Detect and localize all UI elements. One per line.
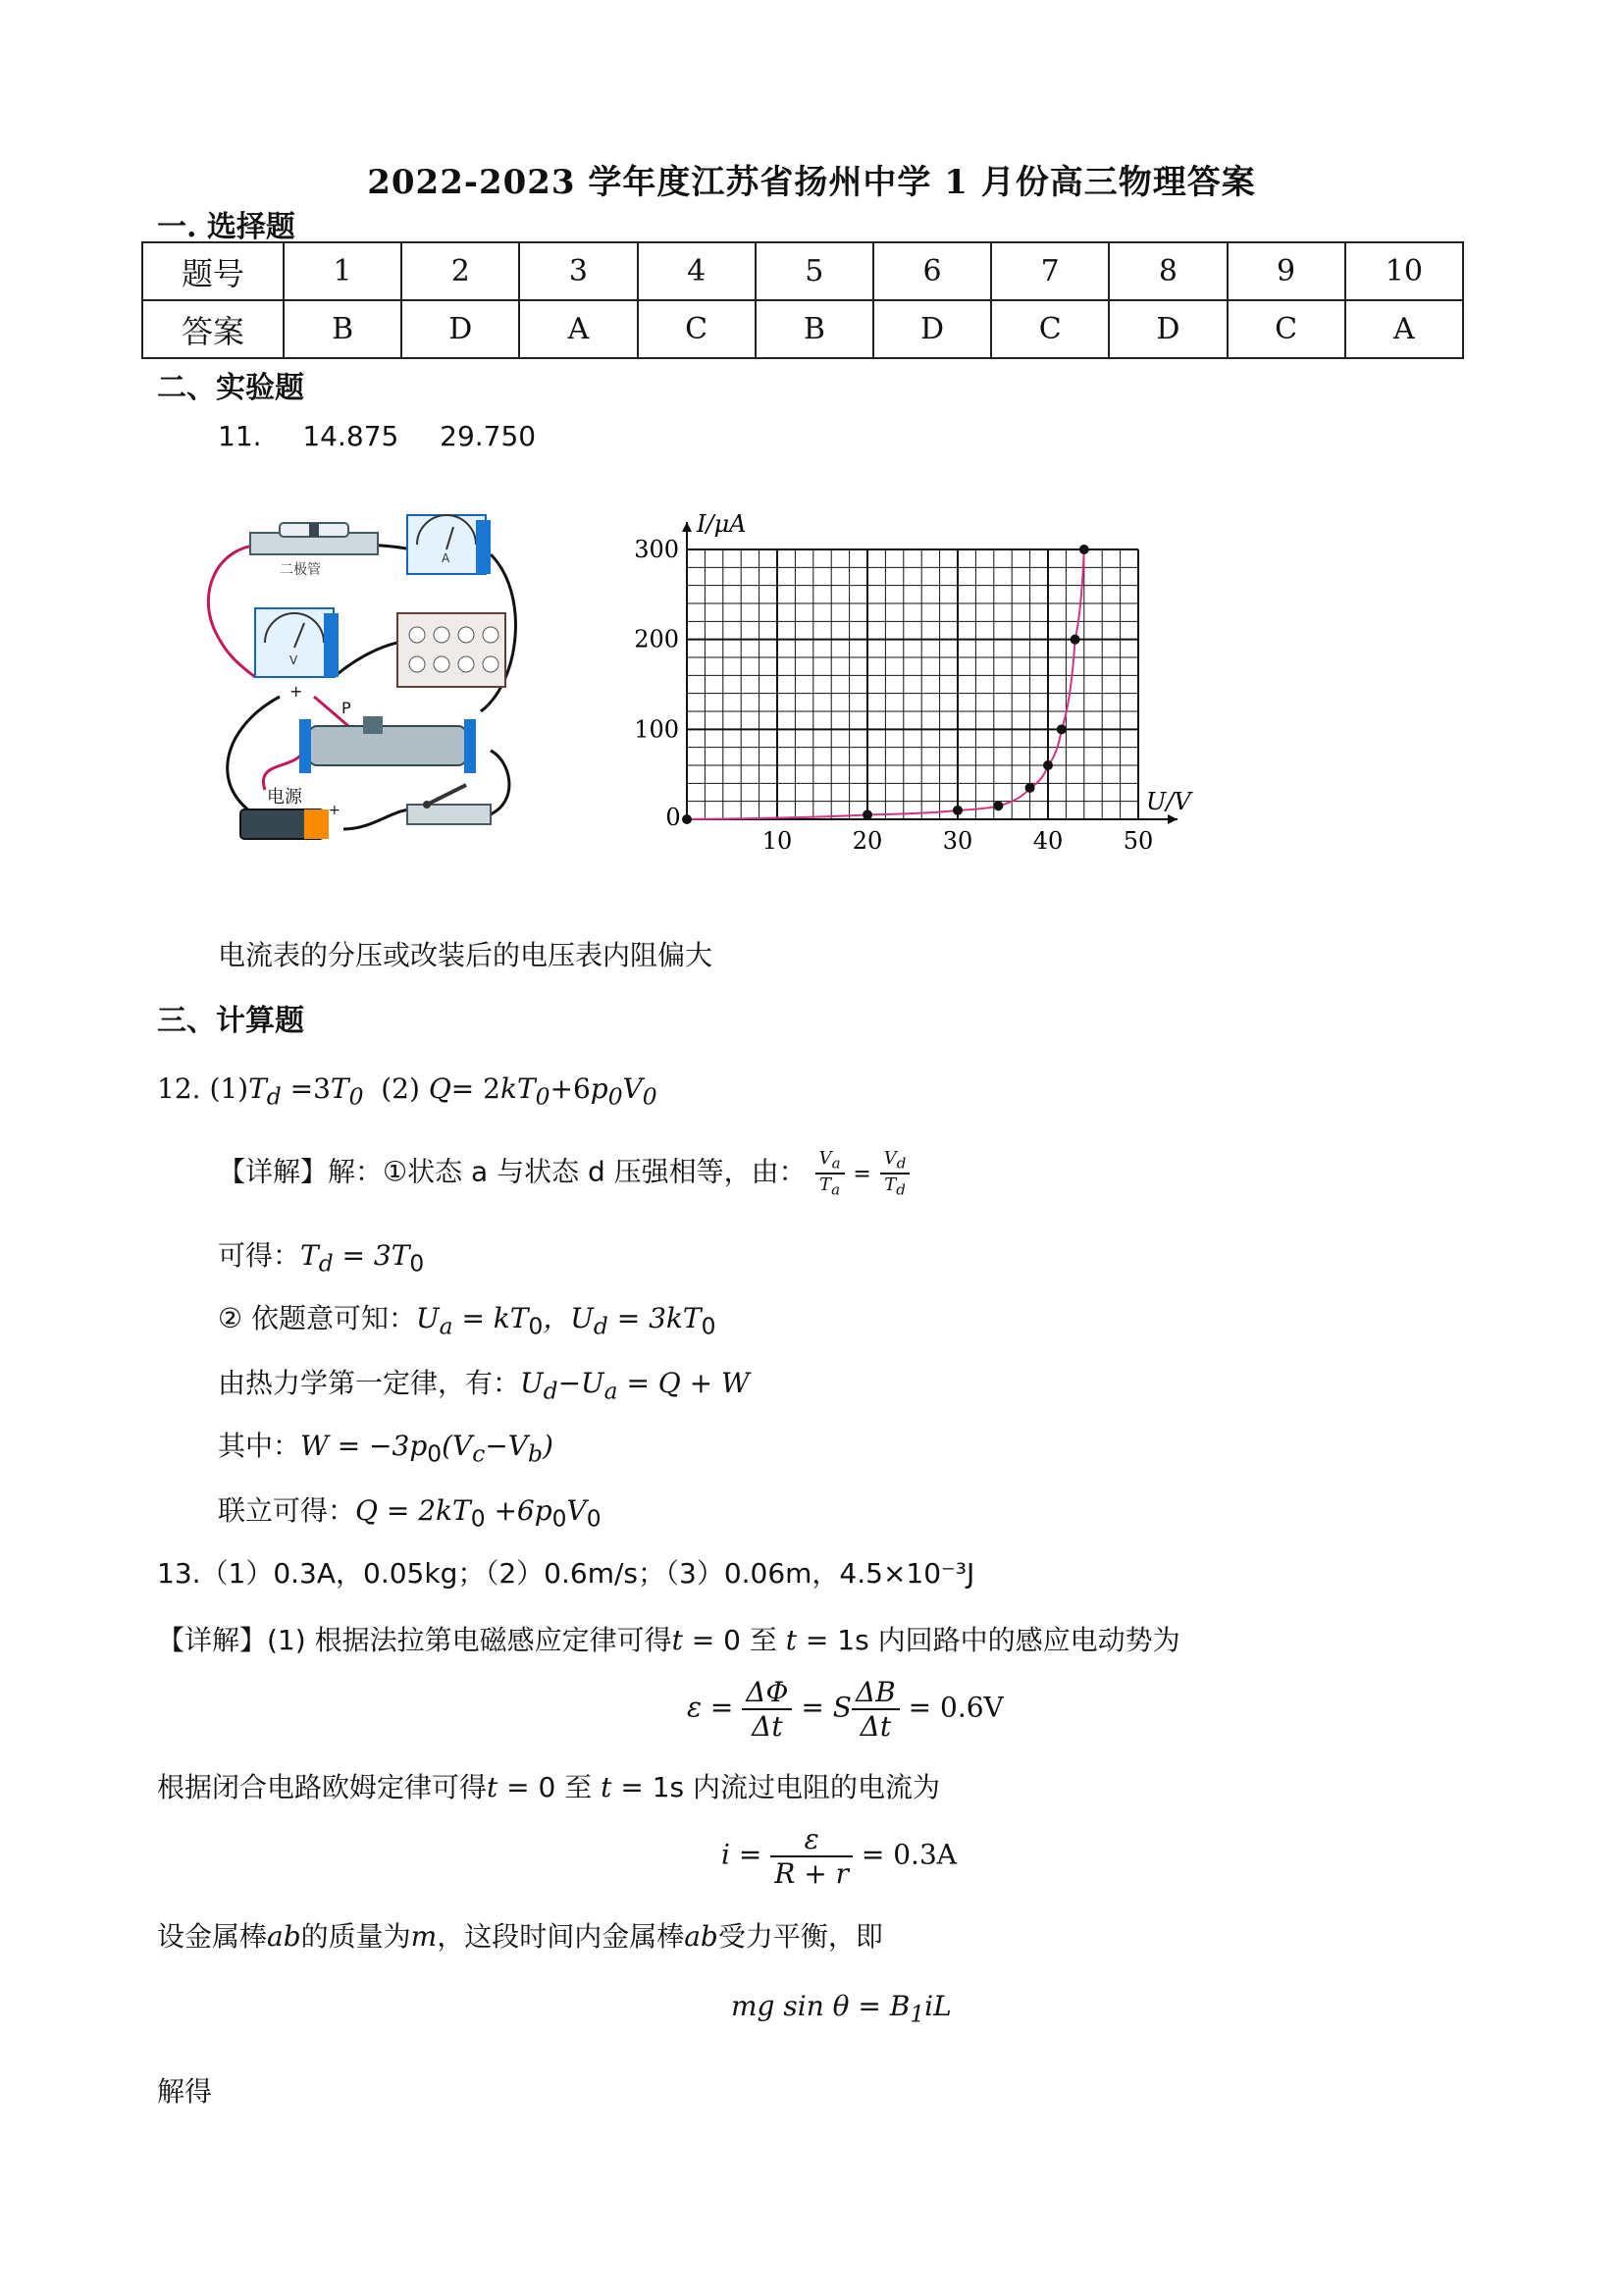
table-cell: 2 [401,242,519,300]
diode-component [250,523,378,578]
eq-part: W = −3p [300,1430,428,1462]
resistance-box-component [397,613,505,687]
eq-part: ab [267,1920,301,1953]
ammeter-label: A [442,551,450,565]
eq-part: d [593,1312,608,1340]
frac-part: ΔB [852,1676,900,1710]
frac-part: ΔΦ [742,1676,792,1710]
data-point [1025,783,1035,793]
table-cell: D [873,300,991,358]
q12-part: V [622,1072,643,1105]
detail-text: 解：①状态 a 与状态 d 压强相等，由： [328,1155,807,1188]
wire [491,751,509,814]
q12-part: (1) [209,1072,249,1105]
eq-part: ε = [687,1691,734,1724]
ammeter-component [407,515,491,574]
frac-part: T [819,1174,832,1195]
q12-detail-line-a: 【详解】解：①状态 a 与状态 d 压强相等，由： $\frac{V_a}{T_a}$ = $\frac{V_d}{T_d}$ [218,1148,910,1198]
x-tick-label: 10 [761,827,793,855]
battery-plus-label: + [329,803,340,818]
eq-part: d [318,1249,334,1278]
q12-detail-line-f [218,1489,602,1533]
eq-part: t [601,1771,612,1803]
q12-part: p [590,1072,608,1105]
eq-part: m [410,1920,438,1953]
q13-final-label: 解得 [157,2075,213,2108]
x-tick-label: 40 [1032,827,1064,855]
x-tick-label: 0 [665,804,681,831]
eq-part: ab [684,1920,718,1953]
eq-part: Q = 2kT [355,1494,471,1527]
eq-part: 0 [528,1312,544,1340]
data-point [993,801,1003,810]
frac-part: R + r [774,1857,849,1890]
q13-detail-line-2 [157,1766,940,1805]
eq-part: d [543,1377,558,1405]
header-label: 题号 [142,242,284,300]
table-cell: 4 [638,242,756,300]
table-cell: 1 [284,242,401,300]
wire [263,751,304,790]
table-cell: 9 [1228,242,1345,300]
detail-text: 的质量为 [300,1920,411,1953]
y-tick-label: 200 [634,625,679,653]
detail-text: 【详解】(1) 根据法拉第电磁感应定律可得 [157,1624,672,1656]
q13-detail-line-1 [157,1619,1180,1658]
frac-part: a [831,1180,841,1199]
eq-part: 0 [409,1249,425,1278]
battery-component [240,787,340,839]
eq-part: c [472,1439,486,1468]
q12-detail-line-e [218,1425,553,1468]
data-point [1043,760,1053,770]
data-point [1057,724,1067,734]
eq-part: iL [924,1990,952,2022]
detail-text: ，这段时间内金属棒 [437,1920,685,1953]
eq-part: 0 [551,1504,567,1533]
q12-part: 0 [535,1082,550,1111]
eq-part: b [528,1439,543,1468]
q13-summary: 13.（1）0.3A，0.05kg；（2）0.6m/s；（3）0.06m，4.5×10⁻³J [157,1557,975,1590]
y-axis-arrow [682,522,692,532]
y-axis-label: I/μA [697,510,747,538]
q13-equation-2 [721,1823,957,1890]
section-experiment-heading: 二、实验题 [157,371,304,405]
eq-part: V [566,1494,587,1527]
frac-part: Δt [860,1710,892,1743]
detail-text: 由热力学第一定律，有： [218,1367,521,1399]
q12-part: (2) [363,1072,429,1105]
fraction-dphi-dt [742,1676,792,1743]
q11-answer-line [218,420,536,452]
iu-chart [628,496,1217,868]
eq-part: ，U [543,1302,594,1334]
q12-part: T [330,1072,349,1105]
detail-text: ② 依题意可知： [218,1302,417,1334]
detail-tag: 【详解】 [218,1155,329,1188]
q12-part: +6 [550,1072,591,1105]
q12-part: Q [428,1072,451,1105]
eq-part: T [300,1239,319,1272]
q13-detail-line-3 [157,1915,883,1955]
eq-part: U [520,1367,544,1399]
eq-part: = 3T [333,1239,410,1272]
table-cell: D [1109,300,1227,358]
q12-part: 0 [348,1082,364,1111]
battery-label: 电源 [267,787,302,808]
slider-label: P [341,699,351,717]
switch-component [407,785,491,824]
fraction-emf-resistance [770,1823,853,1890]
wire [343,809,412,829]
circuit-diagram [196,505,530,859]
q12-summary [157,1072,657,1111]
data-point [682,814,692,824]
q12-detail-line-b [218,1234,424,1278]
q13-equation-1 [687,1676,1004,1743]
q12-part: 0 [642,1082,657,1111]
rheostat-component [299,699,476,773]
eq-part: t [487,1771,498,1803]
table-cell: A [1345,300,1463,358]
detail-text: 联立可得： [218,1494,356,1527]
q12-part: = 2 [450,1072,500,1105]
data-point [953,806,963,815]
detail-text: 其中： [218,1430,301,1462]
eq-part: = 0.3A [861,1838,957,1871]
detail-text: 受力平衡，即 [717,1920,883,1953]
answer-label: 答案 [142,300,284,358]
table-cell: 7 [991,242,1109,300]
data-point [863,809,872,819]
table-cell: C [991,300,1109,358]
q12-part: T [248,1072,267,1105]
q11-value-1: 14.875 [302,420,399,452]
voltmeter-label: V [289,653,298,667]
detail-text: 可得： [218,1239,301,1272]
x-tick-label: 30 [942,827,973,855]
frac-part: V [883,1148,897,1169]
table-cell: A [519,300,637,358]
eq-part: +6p [485,1494,552,1527]
table-cell: 8 [1109,242,1227,300]
q12-detail-line-c [218,1297,715,1340]
frac-part: Δt [752,1710,783,1743]
q12-part: 0 [607,1082,623,1111]
table-cell: 10 [1345,242,1463,300]
table-cell: B [756,300,873,358]
frac-part: a [831,1154,841,1173]
eq-part: = kT [452,1302,529,1334]
answer-table-header-row [142,242,1463,300]
x-axis-arrow [1168,814,1178,824]
answer-table-answer-row [142,300,1463,358]
frac-part: T [884,1174,897,1195]
table-cell: D [401,300,519,358]
eq-part: (V [442,1430,473,1462]
q13-equation-3 [731,1990,952,2028]
x-tick-label: 50 [1123,827,1154,855]
fraction-va-ta [815,1148,845,1198]
eq-part: ) [542,1430,553,1462]
eq-part: t [785,1624,797,1656]
eq-part: = Q + W [617,1367,750,1399]
voltmeter-plus-label: + [289,682,303,701]
eq-part: 0 [470,1504,486,1533]
eq-part: = 3kT [607,1302,702,1334]
eq-part: 0 [586,1504,602,1533]
table-cell: 6 [873,242,991,300]
eq-part: t [671,1624,683,1656]
section-calc-heading: 三、计算题 [157,1004,304,1038]
eq-part: 0 [701,1312,716,1340]
x-axis-label: U/V [1146,788,1191,815]
q11-value-2: 29.750 [440,420,537,452]
eq-part: a [439,1312,453,1340]
eq-part: 1 [910,2000,925,2028]
eq-part: a [603,1377,618,1405]
eq-part: i = [721,1838,762,1871]
detail-text: = 1s 内流过电阻的电流为 [611,1771,941,1803]
detail-text: = 0 至 [497,1771,602,1803]
data-point [1071,635,1080,645]
q11-label: 11. [218,420,262,452]
frac-part: d [896,1180,906,1199]
answer-table [141,241,1464,359]
table-cell: 3 [519,242,637,300]
q12-part: =3 [281,1072,331,1105]
q12-part: d [266,1082,282,1111]
page-title: 2022-2023 学年度江苏省扬州中学 1 月份高三物理答案 [367,163,1256,202]
eq-part: = S [801,1691,852,1724]
q12-part: kT [499,1072,536,1105]
eq-part: −U [557,1367,604,1399]
eq-part: −V [485,1430,529,1462]
detail-text: = 1s 内回路中的感应电动势为 [797,1624,1180,1656]
diode-label: 二极管 [280,562,321,578]
detail-text: 根据闭合电路欧姆定律可得 [157,1771,488,1803]
data-point [1079,545,1089,554]
fraction-vd-td [880,1148,911,1198]
y-tick-label: 300 [634,536,679,563]
q12-detail-line-d [218,1362,750,1405]
frac-part: d [896,1154,907,1173]
x-tick-label: 20 [852,827,883,855]
table-cell: B [284,300,401,358]
q11-note: 电流表的分压或改装后的电压表内阻偏大 [218,939,713,971]
detail-text: 设金属棒 [157,1920,268,1953]
eq-part: 0 [427,1439,443,1468]
table-cell: C [1228,300,1345,358]
q12-number: 12. [157,1072,201,1105]
eq-part: U [416,1302,440,1334]
frac-part: ε [770,1823,853,1857]
y-tick-label: 100 [634,715,679,744]
eq-part: = 0.6V [908,1691,1004,1724]
table-cell: C [638,300,756,358]
voltmeter-component [255,608,339,701]
detail-text: = 0 至 [682,1624,786,1656]
fraction-db-dt [852,1676,900,1743]
eq-part: mg sin θ = B [731,1990,911,2022]
frac-part: V [818,1148,832,1169]
section-choice-heading: 一. 选择题 [157,210,295,244]
table-cell: 5 [756,242,873,300]
